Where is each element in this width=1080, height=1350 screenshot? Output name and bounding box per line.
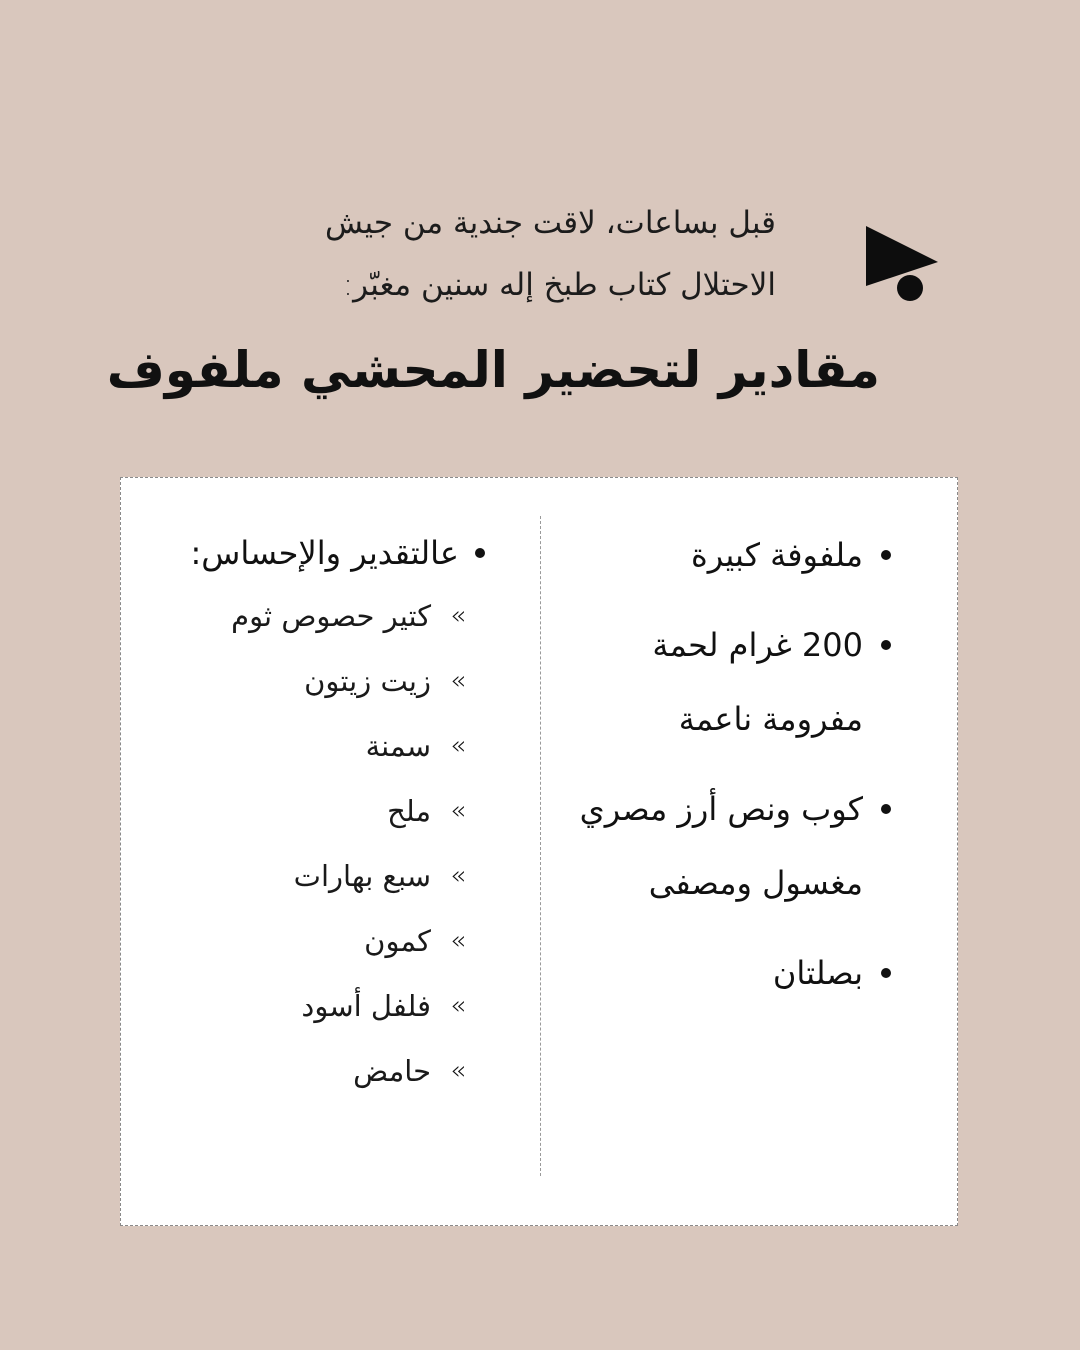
ingredient-item: كوب ونص أرز مصري مغسول ومصفى — [561, 772, 891, 920]
seasoning-item — [161, 854, 485, 898]
seasoning-items — [161, 594, 485, 1093]
seasoning-item — [161, 789, 485, 833]
guillemet-icon: » — [450, 601, 466, 631]
seasoning-item-label: ملح — [387, 794, 431, 828]
seasoning-heading: عالتقدير والإحساس: — [161, 518, 485, 588]
guillemet-icon: » — [450, 926, 466, 956]
ingredient-item: ملفوفة كبيرة — [561, 518, 891, 592]
seasoning-item — [161, 724, 485, 768]
seasoning-item — [161, 984, 485, 1028]
seasoning-item-label: سمنة — [365, 729, 431, 763]
seasoning-item-label: كمون — [364, 924, 431, 958]
intro-line-2: الاحتلال كتاب طبخ إله سنين مغبّر: — [342, 267, 776, 303]
ingredient-item: 200 غرام لحمة مفرومة ناعمة — [561, 608, 891, 756]
guillemet-icon: » — [450, 991, 466, 1021]
intro-text — [256, 192, 776, 316]
seasoning-item-label: كتير حصوص ثوم — [231, 599, 431, 633]
seasoning-item — [161, 659, 485, 703]
seasoning-item-label: سبع بهارات — [293, 859, 431, 893]
flag-play-logo-icon — [862, 224, 940, 304]
guillemet-icon: » — [450, 796, 466, 826]
seasoning-list — [161, 518, 485, 1114]
seasoning-item — [161, 594, 485, 638]
recipe-card — [120, 477, 958, 1226]
seasoning-item-label: زيت زيتون — [304, 664, 431, 698]
guillemet-icon: » — [450, 666, 466, 696]
seasoning-item — [161, 1049, 485, 1093]
column-divider — [540, 516, 541, 1176]
intro-line-1: قبل بساعات، لاقت جندية من جيش — [325, 205, 776, 241]
guillemet-icon: » — [450, 861, 466, 891]
ingredient-item: بصلتان — [561, 936, 891, 1010]
seasoning-item-label: حامض — [353, 1054, 431, 1088]
guillemet-icon: » — [450, 731, 466, 761]
guillemet-icon: » — [450, 1056, 466, 1086]
seasoning-item-label: فلفل أسود — [301, 989, 431, 1023]
ingredients-list — [561, 518, 891, 1026]
seasoning-item — [161, 919, 485, 963]
page-title: مقادير لتحضير المحشي ملفوف — [106, 341, 880, 399]
